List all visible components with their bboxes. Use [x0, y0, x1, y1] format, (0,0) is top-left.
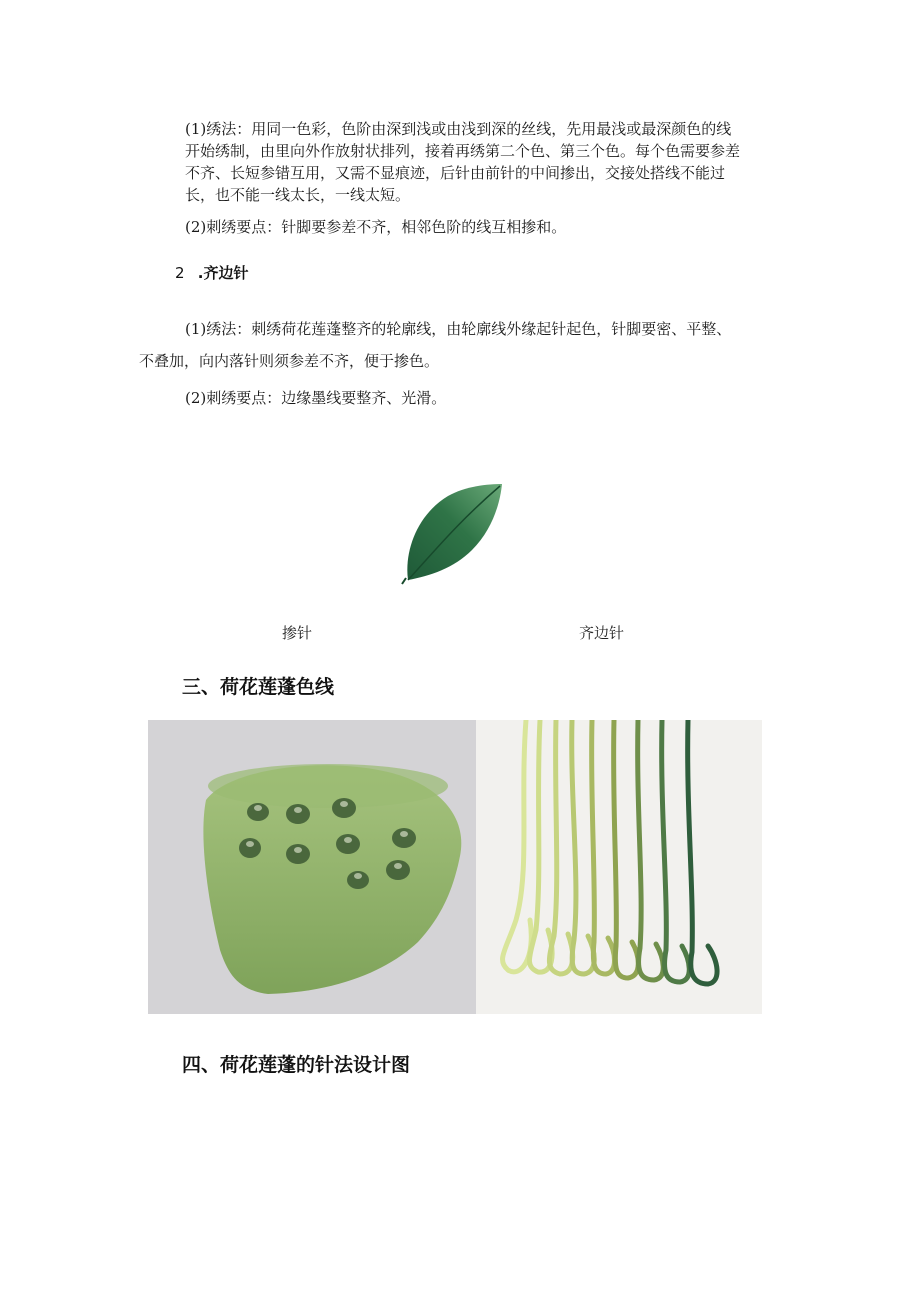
thread-skeins-image [476, 720, 762, 1014]
caption-qibianzhen: 齐边针 [579, 624, 625, 642]
section1-para1 [185, 118, 825, 206]
heading-section4: 四、荷花莲蓬的针法设计图 [182, 1054, 411, 1076]
leaf-embroidery-image [396, 478, 508, 586]
section2-para1-line2: 不叠加，向内落针则须参差不齐，便于掺色。 [139, 352, 440, 370]
section1-para1-line: 不齐、长短参错互用，又需不显痕迹，后针由前针的中间掺出，交接处搭线不能过 [185, 164, 726, 182]
lotus-seedpod-icon [148, 720, 476, 1014]
thread-icon [476, 720, 762, 1014]
section2-title: .齐边针 [197, 264, 249, 282]
section1-para1-line: 长，也不能一线太长，一线太短。 [185, 186, 411, 204]
section1-para2: (2)刺绣要点：针脚要参差不齐，相邻色阶的线互相掺和。 [185, 218, 567, 236]
section2-para2: (2)刺绣要点：边缘墨线要整齐、光滑。 [185, 389, 447, 407]
lotus-seedpod-image [148, 720, 476, 1014]
leaf-icon [396, 478, 508, 586]
section1-para1-line: 开始绣制，由里向外作放射状排列，接着再绣第二个色、第三个色。每个色需要参差 [185, 142, 741, 160]
section2-number: 2 [175, 264, 185, 282]
section1-para1-line: (1)绣法：用同一色彩，色阶由深到浅或由浅到深的丝线，先用最浅或最深颜色的线 [185, 120, 732, 138]
section2-para1-line1: (1)绣法：刺绣荷花莲蓬整齐的轮廓线，由轮廓线外缘起针起色，针脚要密、平整、 [185, 320, 732, 338]
heading-section3: 三、荷花莲蓬色线 [182, 676, 335, 698]
section2-heading [175, 262, 248, 283]
caption-chanzhen: 掺针 [282, 624, 313, 642]
